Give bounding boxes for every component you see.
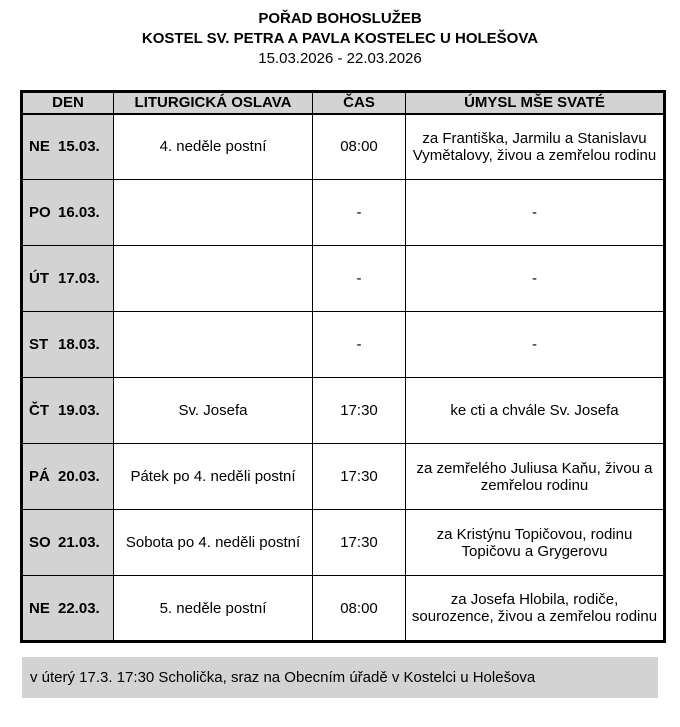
- table-row: [22, 510, 665, 576]
- time-cell: 17:30: [313, 510, 406, 576]
- table-header-row: [22, 92, 665, 114]
- celebration-cell: Sv. Josefa: [114, 378, 313, 444]
- intention-cell: -: [406, 246, 665, 312]
- column-header-intention: ÚMYSL MŠE SVATÉ: [406, 92, 665, 114]
- announcement-note: v úterý 17.3. 17:30 Scholička, sraz na Obecním úřadě v Kostelci u Holešova: [22, 657, 658, 698]
- intention-cell: za Františka, Jarmilu a Stanislavu Vymětalovy, živou a zemřelou rodinu: [406, 114, 665, 180]
- day-cell: [22, 246, 114, 312]
- day-cell: [22, 180, 114, 246]
- day-cell: [22, 576, 114, 642]
- day-date: 17.03.: [58, 270, 100, 287]
- column-header-celebration: LITURGICKÁ OSLAVA: [114, 92, 313, 114]
- table-row: [22, 576, 665, 642]
- document-header: [0, 0, 680, 69]
- day-abbr: NE: [29, 138, 50, 156]
- time-cell: -: [313, 246, 406, 312]
- day-cell: [22, 444, 114, 510]
- intention-cell: za Josefa Hlobila, rodiče, sourozence, živou a zemřelou rodinu: [406, 576, 665, 642]
- table-row: [22, 378, 665, 444]
- celebration-cell: [114, 246, 313, 312]
- day-cell: [22, 114, 114, 180]
- time-cell: 17:30: [313, 444, 406, 510]
- table-row: [22, 114, 665, 180]
- day-date: 20.03.: [58, 468, 100, 485]
- day-date: 22.03.: [58, 599, 100, 617]
- time-cell: 17:30: [313, 378, 406, 444]
- day-abbr: NE: [29, 599, 50, 617]
- day-cell: [22, 510, 114, 576]
- day-abbr: ÚT: [29, 270, 49, 287]
- day-date: 19.03.: [58, 402, 100, 419]
- date-range: 15.03.2026 - 22.03.2026: [258, 50, 422, 67]
- celebration-cell: [114, 180, 313, 246]
- intention-cell: za Kristýnu Topičovou, rodinu Topičovu a Grygerovu: [406, 510, 665, 576]
- table-row: [22, 312, 665, 378]
- table-row: [22, 180, 665, 246]
- time-cell: 08:00: [313, 576, 406, 642]
- day-abbr: PÁ: [29, 468, 50, 485]
- intention-cell: -: [406, 180, 665, 246]
- intention-cell: -: [406, 312, 665, 378]
- day-abbr: SO: [29, 534, 51, 551]
- schedule-table: [20, 90, 666, 643]
- column-header-time: ČAS: [313, 92, 406, 114]
- day-date: 15.03.: [58, 138, 100, 156]
- celebration-cell: 5. neděle postní: [114, 576, 313, 642]
- intention-cell: ke cti a chvále Sv. Josefa: [406, 378, 665, 444]
- celebration-cell: Sobota po 4. neděli postní: [114, 510, 313, 576]
- table-row: [22, 246, 665, 312]
- day-cell: [22, 378, 114, 444]
- celebration-cell: Pátek po 4. neděli postní: [114, 444, 313, 510]
- table-row: [22, 444, 665, 510]
- day-abbr: ČT: [29, 402, 49, 419]
- column-header-day: DEN: [22, 92, 114, 114]
- intention-cell: za zemřelého Juliusa Kaňu, živou a zemřelou rodinu: [406, 444, 665, 510]
- time-cell: -: [313, 312, 406, 378]
- day-abbr: ST: [29, 336, 49, 353]
- celebration-cell: [114, 312, 313, 378]
- day-cell: [22, 312, 114, 378]
- day-date: 16.03.: [58, 204, 100, 221]
- day-date: 21.03.: [58, 534, 100, 551]
- church-name: KOSTEL SV. PETRA A PAVLA KOSTELEC U HOLEŠOVA: [141, 30, 539, 47]
- day-abbr: PO: [29, 204, 51, 221]
- day-date: 18.03.: [58, 336, 100, 353]
- time-cell: 08:00: [313, 114, 406, 180]
- celebration-cell: 4. neděle postní: [114, 114, 313, 180]
- time-cell: -: [313, 180, 406, 246]
- page-title: POŘAD BOHOSLUŽEB: [258, 10, 422, 27]
